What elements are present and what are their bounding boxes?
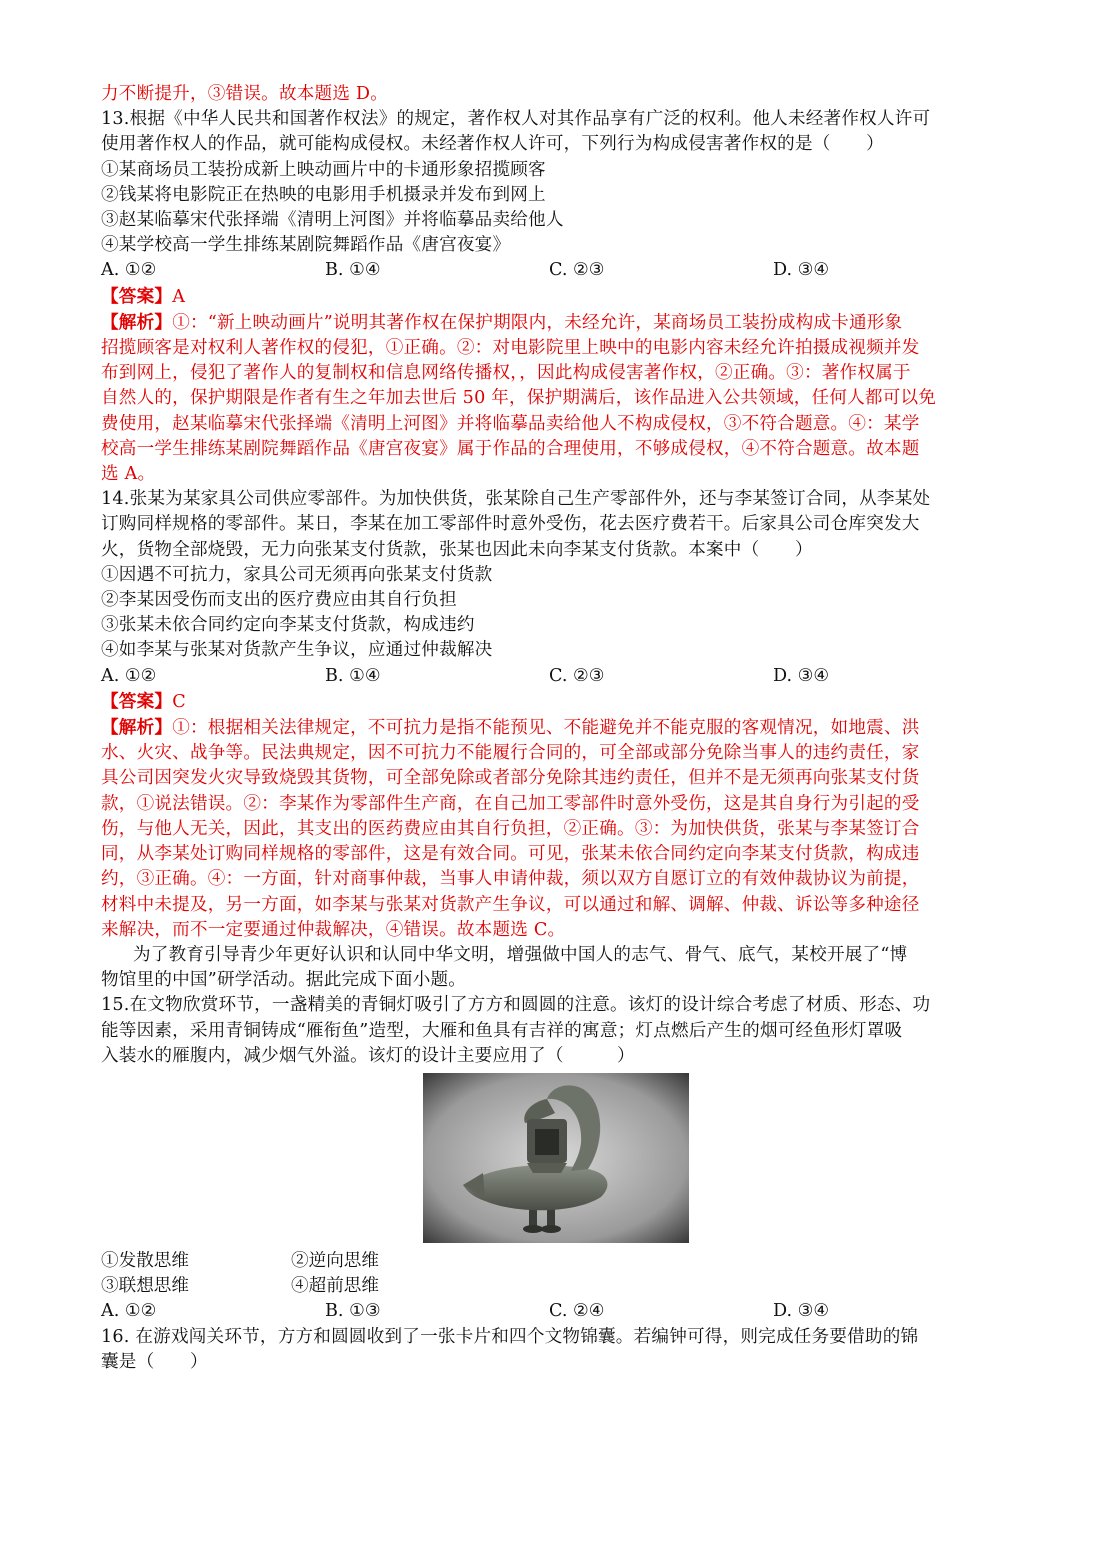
question-15	[101, 993, 1011, 1324]
option-d: D. ③④	[773, 665, 830, 686]
option-a: A. ①②	[101, 260, 157, 281]
question-stem-line: 14.张某为某家具公司供应零部件。为加快供货，张某除自己生产零部件外，还与李某签订合同，从李某处	[101, 489, 931, 510]
analysis-tag: 【解析】	[101, 311, 173, 333]
answer-line	[101, 689, 1011, 715]
analysis-line: 费使用，赵某临摹宋代张择端《清明上河图》并将临摹品卖给他人不构成侵权，③不符合题意。④：某学	[101, 413, 920, 434]
question-item: ③张某未依合同约定向李某支付货款，构成违约	[101, 615, 475, 636]
bronze-lamp-figure	[101, 1073, 1011, 1243]
analysis-line: 【解析】①：根据相关法律规定，不可抗力是指不能预见、不能避免并不能克服的客观情况，如地震、洪	[101, 717, 920, 739]
option-d: D. ③④	[773, 1301, 830, 1322]
document-content	[101, 82, 1011, 1375]
question-item: ②钱某将电影院正在热映的电影用手机摄录并发布到网上	[101, 184, 546, 205]
analysis-line: 布到网上，侵犯了著作人的复制权和信息网络传播权，，因此构成侵害著作权，②正确。③：著作权属于	[101, 363, 911, 384]
answer-options	[101, 258, 1011, 283]
analysis-line: 材料中未提及，另一方面，如李某与张某对货款产生争议，可以通过和解、调解、仲裁、诉讼等多种途径	[101, 894, 920, 915]
option-c: C. ②③	[549, 665, 605, 686]
analysis-line: 选 A。	[101, 464, 156, 485]
analysis-line: 款，①说法错误。②：李某作为零部件生产商，在自己加工零部件时意外受伤，这是其自身行为引起的受	[101, 793, 920, 814]
question-stem-line: 囊是（ ）	[101, 1351, 208, 1372]
analysis-line: 来解决，而不一定要通过仲裁解决，④错误。故本题选 C。	[101, 919, 566, 940]
previous-analysis-tail: 力不断提升，③错误。故本题选 D。	[101, 84, 389, 104]
question-item: ①发散思维	[101, 1250, 189, 1271]
option-d: D. ③④	[773, 260, 830, 281]
question-stem-line: 使用著作权人的作品，就可能构成侵权。未经著作权人许可，下列行为构成侵害著作权的是（ ）	[101, 134, 884, 155]
analysis-line: 具公司因突发火灾导致烧毁其货物，可全部免除或者部分免除其违约责任，但并不是无须再向张某支付货	[101, 768, 920, 789]
analysis-line: 水、火灾、战争等。民法典规定，因不可抗力不能履行合同的，可全部或部分免除当事人的违约责任，家	[101, 743, 920, 764]
question-stem-line: 能等因素，采用青铜铸成“雁衔鱼”造型，大雁和鱼具有吉祥的寓意；灯点燃后产生的烟可经鱼形灯罩吸	[101, 1020, 903, 1041]
option-a: A. ①②	[101, 1301, 157, 1322]
intro-line: 物馆里的中国”研学活动。据此完成下面小题。	[101, 970, 467, 991]
analysis-line: 自然人的，保护期限是作者有生之年加去世后 50 年，保护期满后，该作品进入公共领域，任何人都可以免	[101, 388, 937, 409]
answer-tag: 【答案】	[101, 690, 173, 712]
answer-value: A	[172, 286, 186, 307]
analysis-line: 约，③正确。④：一方面，针对商事仲裁，当事人申请仲裁，须以双方自愿订立的有效仲裁协议为前提，	[101, 869, 920, 890]
analysis-line: 伤，与他人无关，因此，其支出的医药费应由其自行负担，②正确。③：为加快供货，张某与李某签订合	[101, 818, 920, 839]
analysis-line: 招揽顾客是对权利人著作权的侵犯，①正确。②：对电影院里上映中的电影内容未经允许拍摄成视频并发	[101, 338, 920, 359]
intro-line: 为了教育引导青少年更好认识和认同中华文明，增强做中国人的志气、骨气、底气，某校开展了“博	[133, 944, 908, 965]
analysis-tag: 【解析】	[101, 717, 173, 739]
answer-value: C	[172, 691, 186, 712]
question-item: ②逆向思维	[291, 1250, 379, 1271]
analysis-line: 【解析】①：“新上映动画片”说明其著作权在保护期限内，未经允许，某商场员工装扮成构成卡通形象	[101, 311, 903, 333]
question-items-row	[101, 1249, 1011, 1274]
option-b: B. ①③	[325, 1301, 381, 1322]
answer-tag: 【答案】	[101, 285, 173, 307]
question-item: ①因遇不可抗力，家具公司无须再向张某支付货款	[101, 564, 493, 585]
group-intro	[101, 943, 1011, 993]
question-items-row	[101, 1274, 1011, 1299]
question-item: ④超前思维	[291, 1276, 379, 1297]
answer-options	[101, 1299, 1011, 1324]
option-b: B. ①④	[325, 665, 381, 686]
question-item: ④某学校高一学生排练某剧院舞蹈作品《唐宫夜宴》	[101, 235, 511, 256]
answer-line	[101, 284, 1011, 310]
question-13	[101, 107, 1011, 487]
question-item: ②李某因受伤而支出的医疗费应由其自行负担	[101, 590, 457, 611]
option-c: C. ②④	[549, 1301, 605, 1322]
question-stem-line: 火，货物全部烧毁，无力向张某支付货款，张某也因此未向李某支付货款。本案中（ ）	[101, 539, 813, 560]
question-stem-line: 订购同样规格的零部件。某日，李某在加工零部件时意外受伤，花去医疗费若干。后家具公司仓库突发大	[101, 514, 920, 535]
question-14	[101, 487, 1011, 943]
option-a: A. ①②	[101, 665, 157, 686]
question-item: ①某商场员工装扮成新上映动画片中的卡通形象招揽顾客	[101, 159, 546, 180]
question-stem-line: 15.在文物欣赏环节，一盏精美的青铜灯吸引了方方和圆圆的注意。该灯的设计综合考虑了材质、形态、功	[101, 995, 931, 1016]
analysis-line: 校高一学生排练某剧院舞蹈作品《唐宫夜宴》属于作品的合理使用，不够成侵权，④不符合题意。故本题	[101, 438, 920, 459]
option-b: B. ①④	[325, 260, 381, 281]
question-item: ③赵某临摹宋代张择端《清明上河图》并将临摹品卖给他人	[101, 210, 564, 231]
analysis-block	[101, 715, 1011, 943]
goose-fish-lamp-image	[423, 1073, 689, 1243]
question-stem-line: 13.根据《中华人民共和国著作权法》的规定，著作权人对其作品享有广泛的权利。他人未经著作权人许可	[101, 109, 931, 130]
analysis-block	[101, 310, 1011, 487]
question-16	[101, 1325, 1011, 1375]
question-stem-line: 入装水的雁腹内，减少烟气外溢。该灯的设计主要应用了（ ）	[101, 1045, 635, 1066]
analysis-line: 同，从李某处订购同样规格的零部件，这是有效合同。可见，张某未依合同约定向李某支付货款，构成违	[101, 844, 920, 865]
question-item: ④如李某与张某对货款产生争议，应通过仲裁解决	[101, 640, 493, 661]
question-stem-line: 16. 在游戏闯关环节，方方和圆圆收到了一张卡片和四个文物锦囊。若编钟可得，则完成任务要借助的锦	[101, 1326, 919, 1347]
question-item: ③联想思维	[101, 1276, 189, 1297]
answer-options	[101, 664, 1011, 689]
option-c: C. ②③	[549, 260, 605, 281]
